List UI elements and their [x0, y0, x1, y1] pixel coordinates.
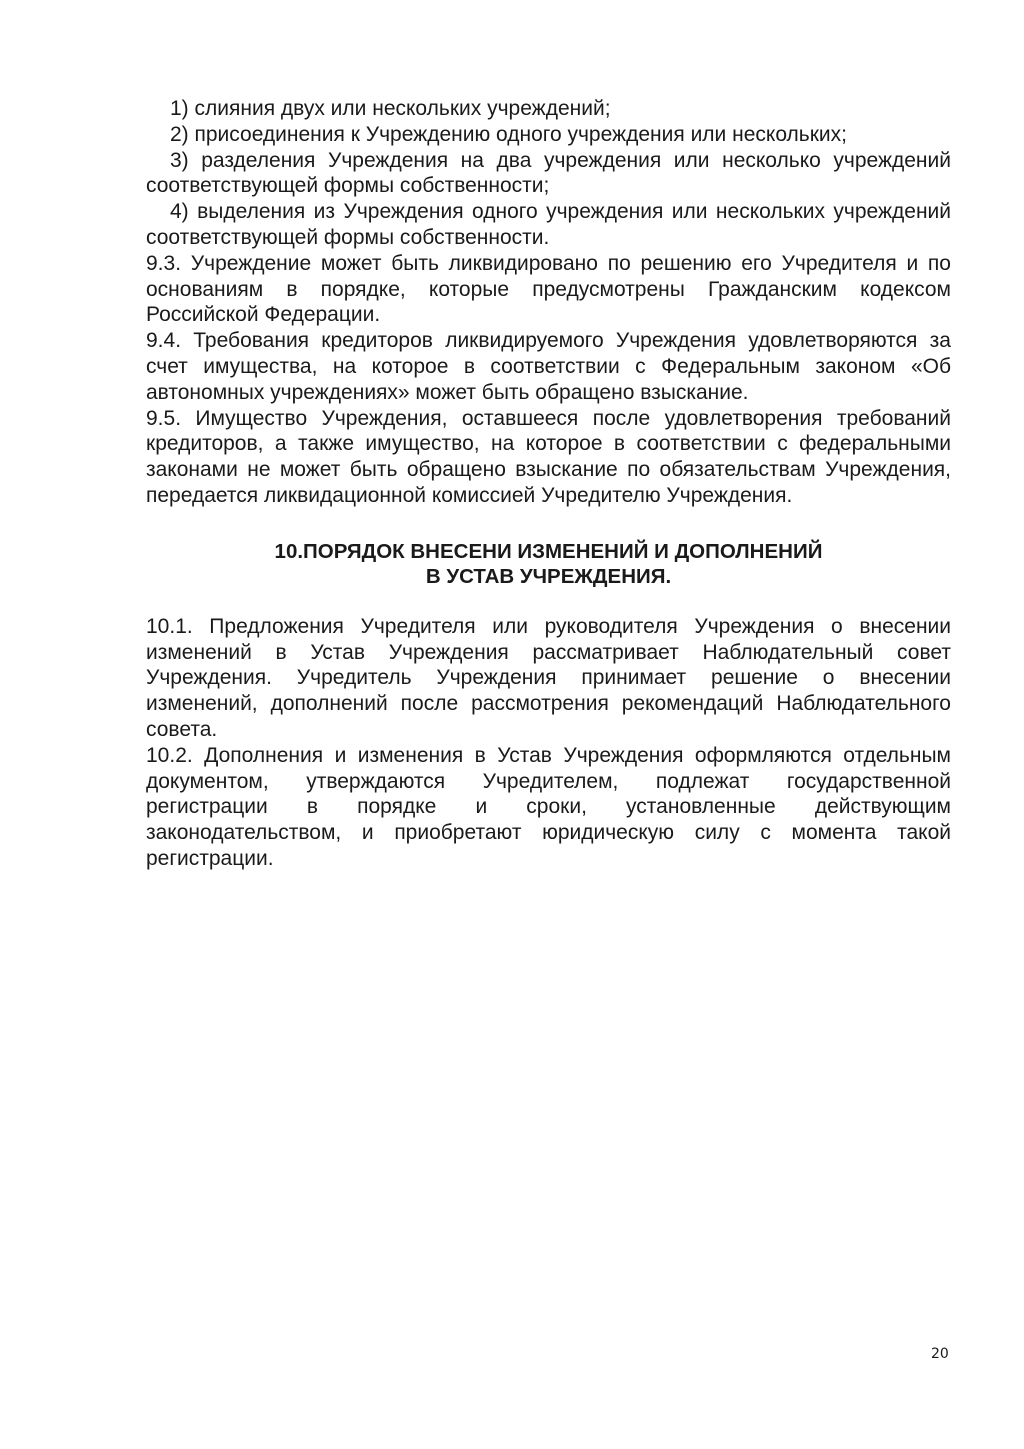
clause-10-1: 10.1. Предложения Учредителя или руководителя Учреждения о внесении изменений в Устав Учреждения рассматривает Наблюдательный совет Учреждения. Учредитель Учреждения принимает решение о внесении изменений, дополнений после рассмотрения рекомендаций Наблюдательного совета.: [146, 614, 951, 741]
list-item: 3) разделения Учреждения на два учреждения или несколько учреждений соответствующей формы собственности;: [146, 148, 951, 198]
page-number: 20: [931, 1346, 949, 1362]
list-item: 1) слияния двух или нескольких учреждений;: [170, 97, 611, 120]
clause-9-4: 9.4. Требования кредиторов ликвидируемого Учреждения удовлетворяются за счет имущества, на которое в соответствии с Федеральным законом «Об автономных учреждениях» может быть обращено взыскание.: [146, 329, 951, 404]
list-item: 2) присоединения к Учреждению одного учреждения или нескольких;: [170, 122, 847, 146]
section-heading-line-1: 10.ПОРЯДОК ВНЕСЕНИ ИЗМЕНЕНИЙ И ДОПОЛНЕНИЙ: [274, 539, 823, 563]
section-heading-line-2: В УСТАВ УЧРЕЖДЕНИЯ.: [425, 564, 672, 588]
list-item: 4) выделения из Учреждения одного учреждения или нескольких учреждений соответствующей формы собственности.: [146, 200, 951, 249]
clause-9-3: 9.3. Учреждение может быть ликвидировано по решению его Учредителя и по основаниям в порядке, которые предусмотрены Гражданским кодексом Российской Федерации.: [146, 251, 951, 327]
document-page: [146, 96, 951, 872]
clause-9-5: 9.5. Имущество Учреждения, оставшееся после удовлетворения требований кредиторов, а также имущество, на которое в соответствии с федеральными законами не может быть обращено взыскание по обязательствам Учреждения, передается ликвидационной комиссией Учредителю Учреждения.: [146, 406, 951, 507]
clause-10-2: 10.2. Дополнения и изменения в Устав Учреждения оформляются отдельным документом, утверждаются Учредителем, подлежат государственной регистрации в порядке и сроки, установленные действующим законодательством, и приобретают юридическую силу с момента такой регистрации.: [146, 743, 951, 870]
section-10-heading: [146, 539, 951, 589]
